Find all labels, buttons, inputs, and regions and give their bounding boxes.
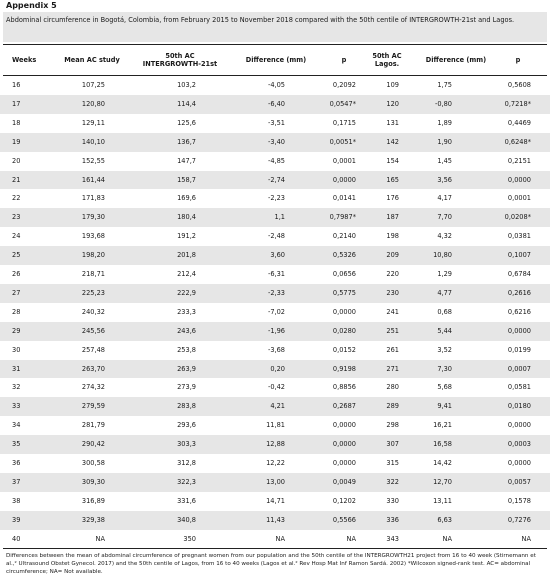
table-row: [0, 492, 550, 511]
cell-mean-ac-study: 152,55: [81, 156, 105, 165]
cell-intergrowth-difference: -0,42: [267, 383, 285, 392]
column-header-intergrowth-p: p: [341, 56, 347, 64]
cell-lagos-50th-ac: 154: [386, 156, 399, 165]
cell-weeks: 19: [12, 137, 21, 146]
cell-weeks: 30: [12, 345, 21, 354]
table-row: [0, 171, 550, 190]
cell-lagos-50th-ac: 176: [386, 194, 399, 203]
cell-intergrowth-50th-ac: 125,6: [177, 118, 196, 127]
cell-intergrowth-difference: 13,00: [266, 477, 285, 486]
cell-lagos-p: 0,0199: [507, 345, 531, 354]
cell-intergrowth-difference: -3,40: [267, 137, 285, 146]
cell-lagos-p: 0,6216: [507, 307, 531, 316]
table-row: [0, 397, 550, 416]
cell-lagos-50th-ac: 198: [386, 232, 399, 241]
cell-lagos-difference: 16,58: [433, 440, 452, 449]
cell-lagos-p: 0,5608: [507, 81, 531, 89]
cell-lagos-p: 0,7218*: [504, 99, 531, 108]
cell-intergrowth-difference: -1,96: [267, 326, 285, 335]
cell-intergrowth-difference: -4,85: [267, 156, 285, 165]
cell-weeks: 27: [12, 288, 21, 297]
cell-lagos-p: 0,0381: [507, 232, 531, 241]
table-row: [0, 473, 550, 492]
cell-lagos-difference: 12,70: [433, 477, 452, 486]
cell-intergrowth-difference: 4,21: [270, 402, 285, 411]
cell-weeks: 21: [12, 175, 21, 184]
cell-lagos-difference: 4,77: [437, 288, 452, 297]
cell-intergrowth-50th-ac: 136,7: [177, 137, 196, 146]
cell-intergrowth-50th-ac: 222,9: [177, 288, 196, 297]
cell-lagos-50th-ac: 165: [386, 175, 399, 184]
cell-mean-ac-study: 281,79: [81, 421, 105, 430]
cell-mean-ac-study: 198,20: [81, 251, 105, 260]
cell-intergrowth-p: 0,0656: [332, 270, 356, 278]
cell-intergrowth-50th-ac: 263,9: [177, 364, 196, 373]
cell-mean-ac-study: 316,89: [81, 496, 105, 505]
cell-intergrowth-difference: 14,71: [266, 496, 285, 505]
cell-lagos-p: 0,0003: [507, 440, 531, 449]
cell-weeks: 29: [12, 326, 21, 335]
column-header-lagos-p: p: [515, 56, 521, 64]
cell-intergrowth-difference: 3,60: [270, 251, 285, 260]
cell-lagos-difference: 6,63: [437, 515, 452, 524]
cell-intergrowth-difference: -7,02: [267, 307, 285, 316]
cell-intergrowth-p: 0,0280: [332, 326, 356, 335]
table-row: [0, 378, 550, 397]
cell-lagos-difference: 7,30: [437, 364, 452, 373]
cell-lagos-50th-ac: 142: [386, 137, 399, 146]
cell-weeks: 24: [12, 232, 21, 241]
table-header: [0, 45, 550, 75]
cell-intergrowth-50th-ac: 103,2: [177, 81, 196, 89]
cell-intergrowth-difference: 12,88: [266, 440, 285, 449]
cell-lagos-50th-ac: 109: [386, 81, 399, 89]
cell-intergrowth-50th-ac: 253,8: [177, 345, 196, 354]
cell-lagos-p: 0,6784: [507, 270, 531, 278]
table-row: [0, 360, 550, 379]
cell-intergrowth-difference: -3,51: [267, 118, 285, 127]
cell-lagos-50th-ac: 343: [386, 534, 399, 543]
cell-lagos-difference: -0,80: [434, 99, 452, 108]
cell-lagos-p: 0,1007: [507, 251, 531, 260]
cell-lagos-difference: 16,21: [433, 421, 452, 430]
cell-intergrowth-difference: 11,43: [266, 515, 285, 524]
cell-mean-ac-study: 218,71: [81, 270, 105, 278]
cell-intergrowth-difference: 12,22: [266, 459, 285, 467]
cell-weeks: 37: [12, 477, 21, 486]
cell-intergrowth-p: 0,2140: [332, 232, 356, 241]
cell-intergrowth-p: NA: [346, 534, 356, 543]
cell-intergrowth-difference: 11,81: [266, 421, 285, 430]
cell-mean-ac-study: NA: [95, 534, 105, 543]
cell-intergrowth-difference: -2,23: [267, 194, 285, 203]
cell-lagos-difference: 14,42: [433, 459, 452, 467]
cell-lagos-50th-ac: 315: [386, 459, 399, 467]
cell-intergrowth-50th-ac: 293,6: [177, 421, 196, 430]
cell-intergrowth-50th-ac: 350: [183, 534, 196, 543]
cell-lagos-p: 0,0057: [507, 477, 531, 486]
cell-lagos-difference: 1,75: [437, 81, 452, 89]
cell-intergrowth-p: 0,2092: [332, 81, 356, 89]
cell-lagos-p: 0,0180: [507, 402, 531, 411]
cell-intergrowth-p: 0,0000: [332, 440, 356, 449]
cell-lagos-p: 0,4469: [507, 118, 531, 127]
cell-lagos-50th-ac: 209: [386, 251, 399, 260]
cell-intergrowth-p: 0,0049: [332, 477, 356, 486]
table-row: [0, 284, 550, 303]
cell-weeks: 25: [12, 251, 21, 260]
column-header-lagos-50th-ac: 50th AC Lagos.: [372, 52, 402, 68]
cell-intergrowth-p: 0,0000: [332, 307, 356, 316]
cell-mean-ac-study: 140,10: [81, 137, 105, 146]
cell-weeks: 32: [12, 383, 21, 392]
appendix-title: Appendix 5: [6, 1, 57, 10]
table-row: [0, 341, 550, 360]
cell-weeks: 20: [12, 156, 21, 165]
cell-intergrowth-p: 0,5326: [332, 251, 356, 260]
cell-mean-ac-study: 129,11: [81, 118, 105, 127]
cell-lagos-p: 0,0007: [507, 364, 531, 373]
table-row: [0, 435, 550, 454]
table-row: [0, 322, 550, 341]
cell-intergrowth-difference: NA: [275, 534, 285, 543]
cell-mean-ac-study: 257,48: [81, 345, 105, 354]
cell-intergrowth-50th-ac: 243,6: [177, 326, 196, 335]
table-footnote: Differences between the mean of abdominal circumference of pregnant women from our population and the 50th centile of the INTERGROWTH21 project from 16 to 40 week (Stirnemann et al.,² Ultrasound Obstet Gynecol. 2017) and the 50th centile of Lagos, from 16 to 40 weeks (Lagos et al.² Rev Hosp Mat Inf Ramon Sardá. 2002) *Wilcoxon signed-rank test. AC= abdominal circumference; NA= Not available.: [6, 553, 536, 575]
cell-lagos-difference: 1,29: [437, 270, 452, 278]
cell-mean-ac-study: 193,68: [81, 232, 105, 241]
cell-lagos-50th-ac: 241: [386, 307, 399, 316]
cell-intergrowth-p: 0,0001: [332, 156, 356, 165]
cell-lagos-difference: 4,17: [437, 194, 452, 203]
table-row: [0, 511, 550, 530]
cell-intergrowth-50th-ac: 114,4: [177, 99, 196, 108]
cell-lagos-p: 0,0000: [507, 421, 531, 430]
cell-weeks: 26: [12, 270, 21, 278]
cell-lagos-50th-ac: 187: [386, 213, 399, 222]
cell-weeks: 22: [12, 194, 21, 203]
cell-lagos-difference: 10,80: [433, 251, 452, 260]
cell-intergrowth-50th-ac: 233,3: [177, 307, 196, 316]
cell-intergrowth-50th-ac: 322,3: [177, 477, 196, 486]
cell-mean-ac-study: 245,56: [81, 326, 105, 335]
table-row: [0, 133, 550, 152]
cell-lagos-p: 0,0208*: [504, 213, 531, 222]
cell-intergrowth-p: 0,0000: [332, 459, 356, 467]
cell-lagos-p: 0,0001: [507, 194, 531, 203]
table-row: [0, 454, 550, 473]
cell-mean-ac-study: 329,38: [81, 515, 105, 524]
cell-intergrowth-p: 0,5566: [332, 515, 356, 524]
cell-weeks: 33: [12, 402, 21, 411]
cell-lagos-50th-ac: 289: [386, 402, 399, 411]
column-header-lagos-difference: Difference (mm): [425, 56, 487, 64]
cell-lagos-50th-ac: 120: [386, 99, 399, 108]
cell-lagos-difference: 7,70: [437, 213, 452, 222]
table-row: [0, 152, 550, 171]
cell-lagos-difference: 1,45: [437, 156, 452, 165]
cell-lagos-difference: 3,56: [437, 175, 452, 184]
table-row: [0, 530, 550, 549]
cell-weeks: 16: [12, 81, 21, 89]
cell-lagos-p: 0,2151: [507, 156, 531, 165]
cell-lagos-50th-ac: 220: [386, 270, 399, 278]
table-row: [0, 95, 550, 114]
cell-intergrowth-difference: -6,40: [267, 99, 285, 108]
cell-lagos-50th-ac: 271: [386, 364, 399, 373]
column-header-intergrowth-50th-ac: 50th AC INTERGROWTH-21st: [142, 52, 218, 68]
cell-intergrowth-p: 0,1715: [332, 118, 356, 127]
table-row: [0, 303, 550, 322]
cell-weeks: 17: [12, 99, 21, 108]
cell-intergrowth-p: 0,0000: [332, 175, 356, 184]
cell-intergrowth-difference: -2,33: [267, 288, 285, 297]
cell-intergrowth-difference: -4,05: [267, 81, 285, 89]
cell-lagos-50th-ac: 298: [386, 421, 399, 430]
cell-mean-ac-study: 279,59: [81, 402, 105, 411]
cell-intergrowth-p: 0,8856: [332, 383, 356, 392]
cell-lagos-50th-ac: 230: [386, 288, 399, 297]
cell-intergrowth-50th-ac: 331,6: [177, 496, 196, 505]
cell-intergrowth-p: 0,5775: [332, 288, 356, 297]
cell-lagos-50th-ac: 261: [386, 345, 399, 354]
cell-weeks: 18: [12, 118, 21, 127]
cell-mean-ac-study: 274,32: [81, 383, 105, 392]
cell-mean-ac-study: 225,23: [81, 288, 105, 297]
cell-lagos-p: 0,2616: [507, 288, 531, 297]
cell-lagos-difference: 5,44: [437, 326, 452, 335]
cell-lagos-difference: 3,52: [437, 345, 452, 354]
cell-intergrowth-p: 0,1202: [332, 496, 356, 505]
cell-intergrowth-50th-ac: 201,8: [177, 251, 196, 260]
cell-lagos-50th-ac: 336: [386, 515, 399, 524]
cell-intergrowth-50th-ac: 191,2: [177, 232, 196, 241]
cell-intergrowth-difference: -2,48: [267, 232, 285, 241]
cell-mean-ac-study: 300,58: [81, 459, 105, 467]
cell-intergrowth-p: 0,0000: [332, 421, 356, 430]
cell-lagos-difference: 5,68: [437, 383, 452, 392]
cell-mean-ac-study: 120,80: [81, 99, 105, 108]
cell-intergrowth-50th-ac: 158,7: [177, 175, 196, 184]
cell-intergrowth-50th-ac: 312,8: [177, 459, 196, 467]
cell-lagos-p: 0,1578: [507, 496, 531, 505]
cell-lagos-50th-ac: 251: [386, 326, 399, 335]
cell-lagos-difference: 1,90: [437, 137, 452, 146]
cell-intergrowth-50th-ac: 303,3: [177, 440, 196, 449]
cell-lagos-50th-ac: 280: [386, 383, 399, 392]
table-row: [0, 227, 550, 246]
cell-lagos-p: NA: [521, 534, 531, 543]
cell-weeks: 35: [12, 440, 21, 449]
cell-intergrowth-50th-ac: 212,4: [177, 270, 196, 278]
cell-intergrowth-50th-ac: 340,8: [177, 515, 196, 524]
cell-lagos-difference: NA: [442, 534, 452, 543]
cell-mean-ac-study: 240,32: [81, 307, 105, 316]
table-row: [0, 114, 550, 133]
cell-intergrowth-difference: -3,68: [267, 345, 285, 354]
cell-lagos-50th-ac: 322: [386, 477, 399, 486]
cell-intergrowth-p: 0,9198: [332, 364, 356, 373]
cell-intergrowth-50th-ac: 169,6: [177, 194, 196, 203]
cell-intergrowth-p: 0,0547*: [329, 99, 356, 108]
cell-lagos-difference: 13,11: [433, 496, 452, 505]
cell-intergrowth-difference: 1,1: [274, 213, 285, 222]
cell-mean-ac-study: 171,83: [81, 194, 105, 203]
cell-mean-ac-study: 263,70: [81, 364, 105, 373]
cell-lagos-50th-ac: 330: [386, 496, 399, 505]
cell-intergrowth-p: 0,0051*: [329, 137, 356, 146]
column-header-intergrowth-difference: Difference (mm): [245, 56, 307, 64]
cell-intergrowth-difference: 0,20: [270, 364, 285, 373]
cell-lagos-50th-ac: 307: [386, 440, 399, 449]
cell-lagos-p: 0,0000: [507, 326, 531, 335]
table-row: [0, 265, 550, 284]
cell-intergrowth-50th-ac: 273,9: [177, 383, 196, 392]
cell-lagos-p: 0,7276: [507, 515, 531, 524]
cell-mean-ac-study: 290,42: [81, 440, 105, 449]
cell-mean-ac-study: 161,44: [81, 175, 105, 184]
cell-lagos-p: 0,0000: [507, 459, 531, 467]
cell-weeks: 28: [12, 307, 21, 316]
cell-lagos-difference: 0,68: [437, 307, 452, 316]
cell-lagos-p: 0,6248*: [504, 137, 531, 146]
cell-intergrowth-50th-ac: 283,8: [177, 402, 196, 411]
column-header-weeks: Weeks: [12, 56, 37, 64]
table-row: [0, 246, 550, 265]
cell-lagos-p: 0,0000: [507, 175, 531, 184]
cell-lagos-p: 0,0581: [507, 383, 531, 392]
cell-mean-ac-study: 309,30: [81, 477, 105, 486]
table-row: [0, 189, 550, 208]
cell-weeks: 23: [12, 213, 21, 222]
cell-lagos-50th-ac: 131: [386, 118, 399, 127]
cell-weeks: 39: [12, 515, 21, 524]
table-bottom-rule: [3, 548, 547, 549]
cell-weeks: 34: [12, 421, 21, 430]
cell-weeks: 38: [12, 496, 21, 505]
cell-intergrowth-50th-ac: 180,4: [177, 213, 196, 222]
cell-intergrowth-p: 0,7987*: [329, 213, 356, 222]
cell-lagos-difference: 4,32: [437, 232, 452, 241]
cell-intergrowth-p: 0,2687: [332, 402, 356, 411]
table-row: [0, 208, 550, 227]
cell-intergrowth-difference: -2,74: [267, 175, 285, 184]
cell-intergrowth-p: 0,0152: [332, 345, 356, 354]
table-caption: Abdominal circumference in Bogotá, Colombia, from February 2015 to November 2018 compared with the 50th centile of INTERGROWTH-21st and Lagos.: [6, 16, 515, 24]
table-row: [0, 416, 550, 435]
cell-weeks: 36: [12, 459, 21, 467]
cell-mean-ac-study: 107,25: [81, 81, 105, 89]
cell-weeks: 40: [12, 534, 21, 543]
cell-mean-ac-study: 179,30: [81, 213, 105, 222]
column-header-mean-ac-study: Mean AC study: [64, 56, 120, 64]
cell-intergrowth-difference: -6,31: [267, 270, 285, 278]
cell-lagos-difference: 1,89: [437, 118, 452, 127]
cell-intergrowth-50th-ac: 147,7: [177, 156, 196, 165]
cell-lagos-difference: 9,41: [437, 402, 452, 411]
cell-weeks: 31: [12, 364, 21, 373]
cell-intergrowth-p: 0,0141: [332, 194, 356, 203]
table-row: [0, 76, 550, 95]
